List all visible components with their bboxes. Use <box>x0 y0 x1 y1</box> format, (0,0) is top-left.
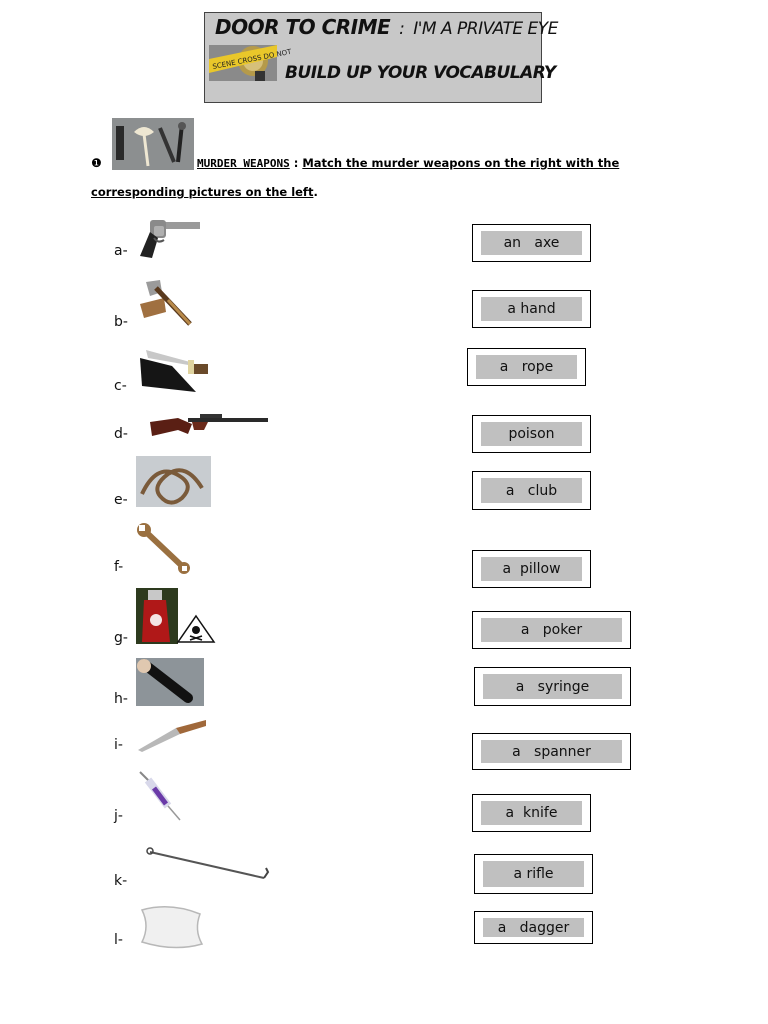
poison-image <box>136 588 216 644</box>
item-letter-c: c- <box>114 378 127 394</box>
title-separator: : <box>394 19 410 39</box>
item-letter-l: l- <box>114 932 123 948</box>
instruction-text-1: Match the murder weapons on the right with the <box>302 156 620 170</box>
title-text: DOOR TO CRIME <box>215 15 391 39</box>
word-label: poison <box>481 422 582 446</box>
instruction-line-2 <box>91 185 318 199</box>
item-letter-j: j- <box>114 808 123 824</box>
item-letter-h: h- <box>114 691 128 707</box>
crime-scene-tape-image <box>209 45 293 81</box>
poker-image <box>146 842 272 886</box>
club-image <box>136 658 204 706</box>
item-letter-g: g- <box>114 630 128 646</box>
item-letter-d: d- <box>114 426 128 442</box>
page-title <box>215 15 558 39</box>
word-box-1 <box>472 224 591 262</box>
word-label: a pillow <box>481 557 582 581</box>
word-label: a club <box>481 478 582 503</box>
word-label: a dagger <box>483 918 584 937</box>
word-label: a syringe <box>483 674 622 699</box>
item-letter-k: k- <box>114 873 128 889</box>
word-box-3 <box>467 348 586 386</box>
pillow-image <box>136 904 204 950</box>
dagger-image <box>136 344 210 394</box>
word-box-5 <box>472 471 591 510</box>
item-letter-a: a- <box>114 243 128 259</box>
word-box-6 <box>472 550 591 588</box>
title-line-2: BUILD UP YOUR VOCABULARY <box>285 63 556 83</box>
axe-image <box>138 278 198 326</box>
word-box-10 <box>472 794 591 832</box>
item-letter-f: f- <box>114 559 124 575</box>
instruction-line-1 <box>197 156 619 170</box>
knife-image <box>136 718 208 754</box>
item-letter-e: e- <box>114 492 128 508</box>
item-letter-b: b- <box>114 314 128 330</box>
word-box-2 <box>472 290 591 328</box>
word-label: a poker <box>481 618 622 642</box>
word-label: a hand <box>481 297 582 321</box>
word-box-8 <box>474 667 631 706</box>
title-box <box>204 12 558 103</box>
syringe-image <box>136 768 182 822</box>
rope-image <box>136 456 211 507</box>
instruction-text-2: corresponding pictures on the left <box>91 185 314 199</box>
item-letter-i: i- <box>114 737 123 753</box>
word-box-11 <box>474 854 593 894</box>
bullet-marker: ❶ <box>91 156 102 170</box>
revolver-image <box>136 218 202 260</box>
word-box-12 <box>474 911 593 944</box>
word-box-4 <box>472 415 591 453</box>
murder-weapons-image <box>112 118 194 170</box>
svg-text:SCENE CROSS DO NOT: SCENE CROSS DO NOT <box>211 47 293 71</box>
section-colon: : <box>289 156 303 170</box>
word-label: a rope <box>476 355 577 379</box>
spanner-image <box>136 522 192 574</box>
subtitle-text: I'M A PRIVATE EYE <box>413 19 558 39</box>
instruction-period: . <box>313 185 318 199</box>
section-label: MURDER WEAPONS <box>197 157 290 170</box>
word-label: a rifle <box>483 861 584 887</box>
rifle-image <box>148 412 270 438</box>
word-label: a spanner <box>481 740 622 763</box>
word-box-9 <box>472 733 631 770</box>
word-label: a knife <box>481 801 582 825</box>
word-box-7 <box>472 611 631 649</box>
word-label: an axe <box>481 231 582 255</box>
